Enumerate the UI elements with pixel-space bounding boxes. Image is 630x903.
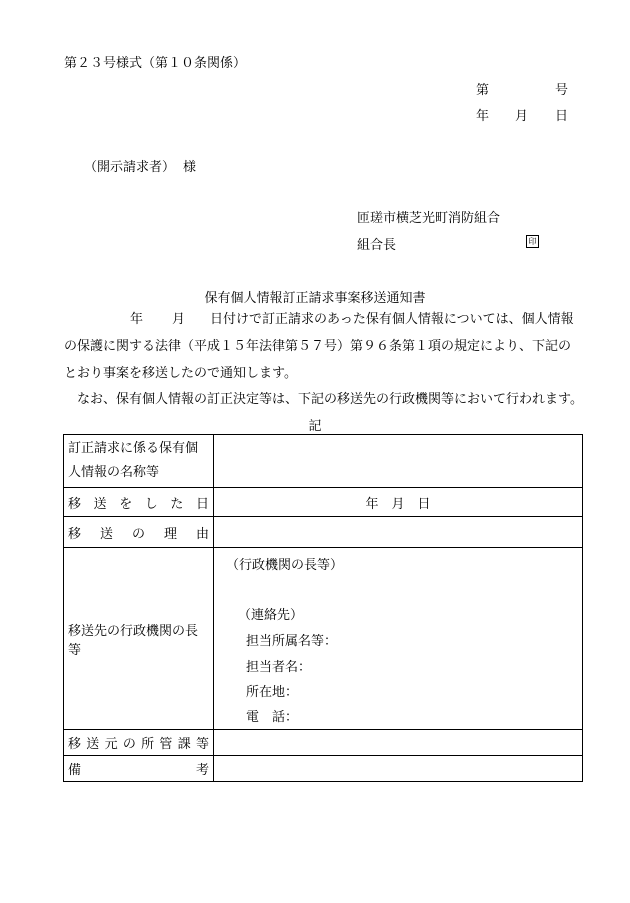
table-row [64, 756, 583, 782]
dest-head: （行政機関の長等） [226, 558, 344, 573]
seal-icon: 印 [526, 235, 539, 248]
row4-label: 移送先の行政機関の長等 [64, 548, 214, 730]
row6-value[interactable] [214, 756, 583, 782]
table-row [64, 435, 583, 488]
document-title: 保有個人情報訂正請求事案移送通知書 [204, 291, 426, 306]
sender-org: 匝瑳市横芝光町消防組合 [357, 211, 501, 226]
body-line3: とおり事案を移送したので通知します。 [64, 366, 297, 381]
ki-label: 記 [308, 419, 322, 434]
row4-value[interactable] [214, 548, 583, 730]
body-line4: なお、保有個人情報の訂正決定等は、下記の移送先の行政機関等において行われます。 [77, 392, 583, 407]
dest-phone: 電 話： [246, 710, 299, 725]
body-line2: の保護に関する法律（平成１５年法律第５７号）第９６条第１項の規定により、下記の [64, 339, 572, 354]
date-day: 日 [555, 109, 569, 124]
row3-label-text: 移 送 の 理 由 [68, 526, 209, 542]
row5-label-text: 移 送 元 の 所 管 課 等 [68, 737, 209, 752]
doc-number-suffix: 号 [555, 83, 569, 98]
dest-person: 担当者名： [246, 660, 312, 675]
table-row [64, 548, 583, 730]
body-year: 年 [130, 312, 144, 327]
table-row [64, 730, 583, 756]
dest-contact: （連絡先） [238, 608, 304, 623]
row5-label [64, 730, 214, 756]
row3-value[interactable] [214, 517, 583, 548]
row1-label-a: 訂正請求に係る保有個 [68, 441, 199, 456]
body-month: 月 [172, 312, 186, 327]
row6-label [64, 756, 214, 782]
dest-address: 所在地： [246, 685, 299, 700]
row5-value[interactable] [214, 730, 583, 756]
body-line1: 日付けで訂正請求のあった保有個人情報については、個人情報 [210, 312, 574, 327]
seal-mark [526, 234, 539, 249]
row1-value[interactable] [214, 435, 583, 488]
recipient-name: （開示請求者） [84, 160, 176, 175]
table-row [64, 488, 583, 517]
dest-dept: 担当所属名等： [246, 634, 338, 649]
row2-value[interactable]: 年 月 日 [214, 488, 583, 517]
row3-label [64, 517, 214, 548]
row1-label-b: 人情報の名称等 [68, 465, 160, 480]
row6-label-text: 備 考 [68, 763, 209, 778]
transfer-table [63, 434, 583, 782]
row1-label [64, 435, 214, 488]
form-number: 第２３号様式（第１０条関係） [64, 56, 247, 71]
table-row [64, 517, 583, 548]
doc-number-prefix: 第 [476, 83, 490, 98]
date-year: 年 [476, 109, 490, 124]
recipient-honorific: 様 [183, 160, 197, 175]
date-month: 月 [515, 109, 529, 124]
row2-label-text: 移 送 を し た 日 [68, 496, 209, 512]
row2-label [64, 488, 214, 517]
sender-title: 組合長 [357, 238, 397, 253]
